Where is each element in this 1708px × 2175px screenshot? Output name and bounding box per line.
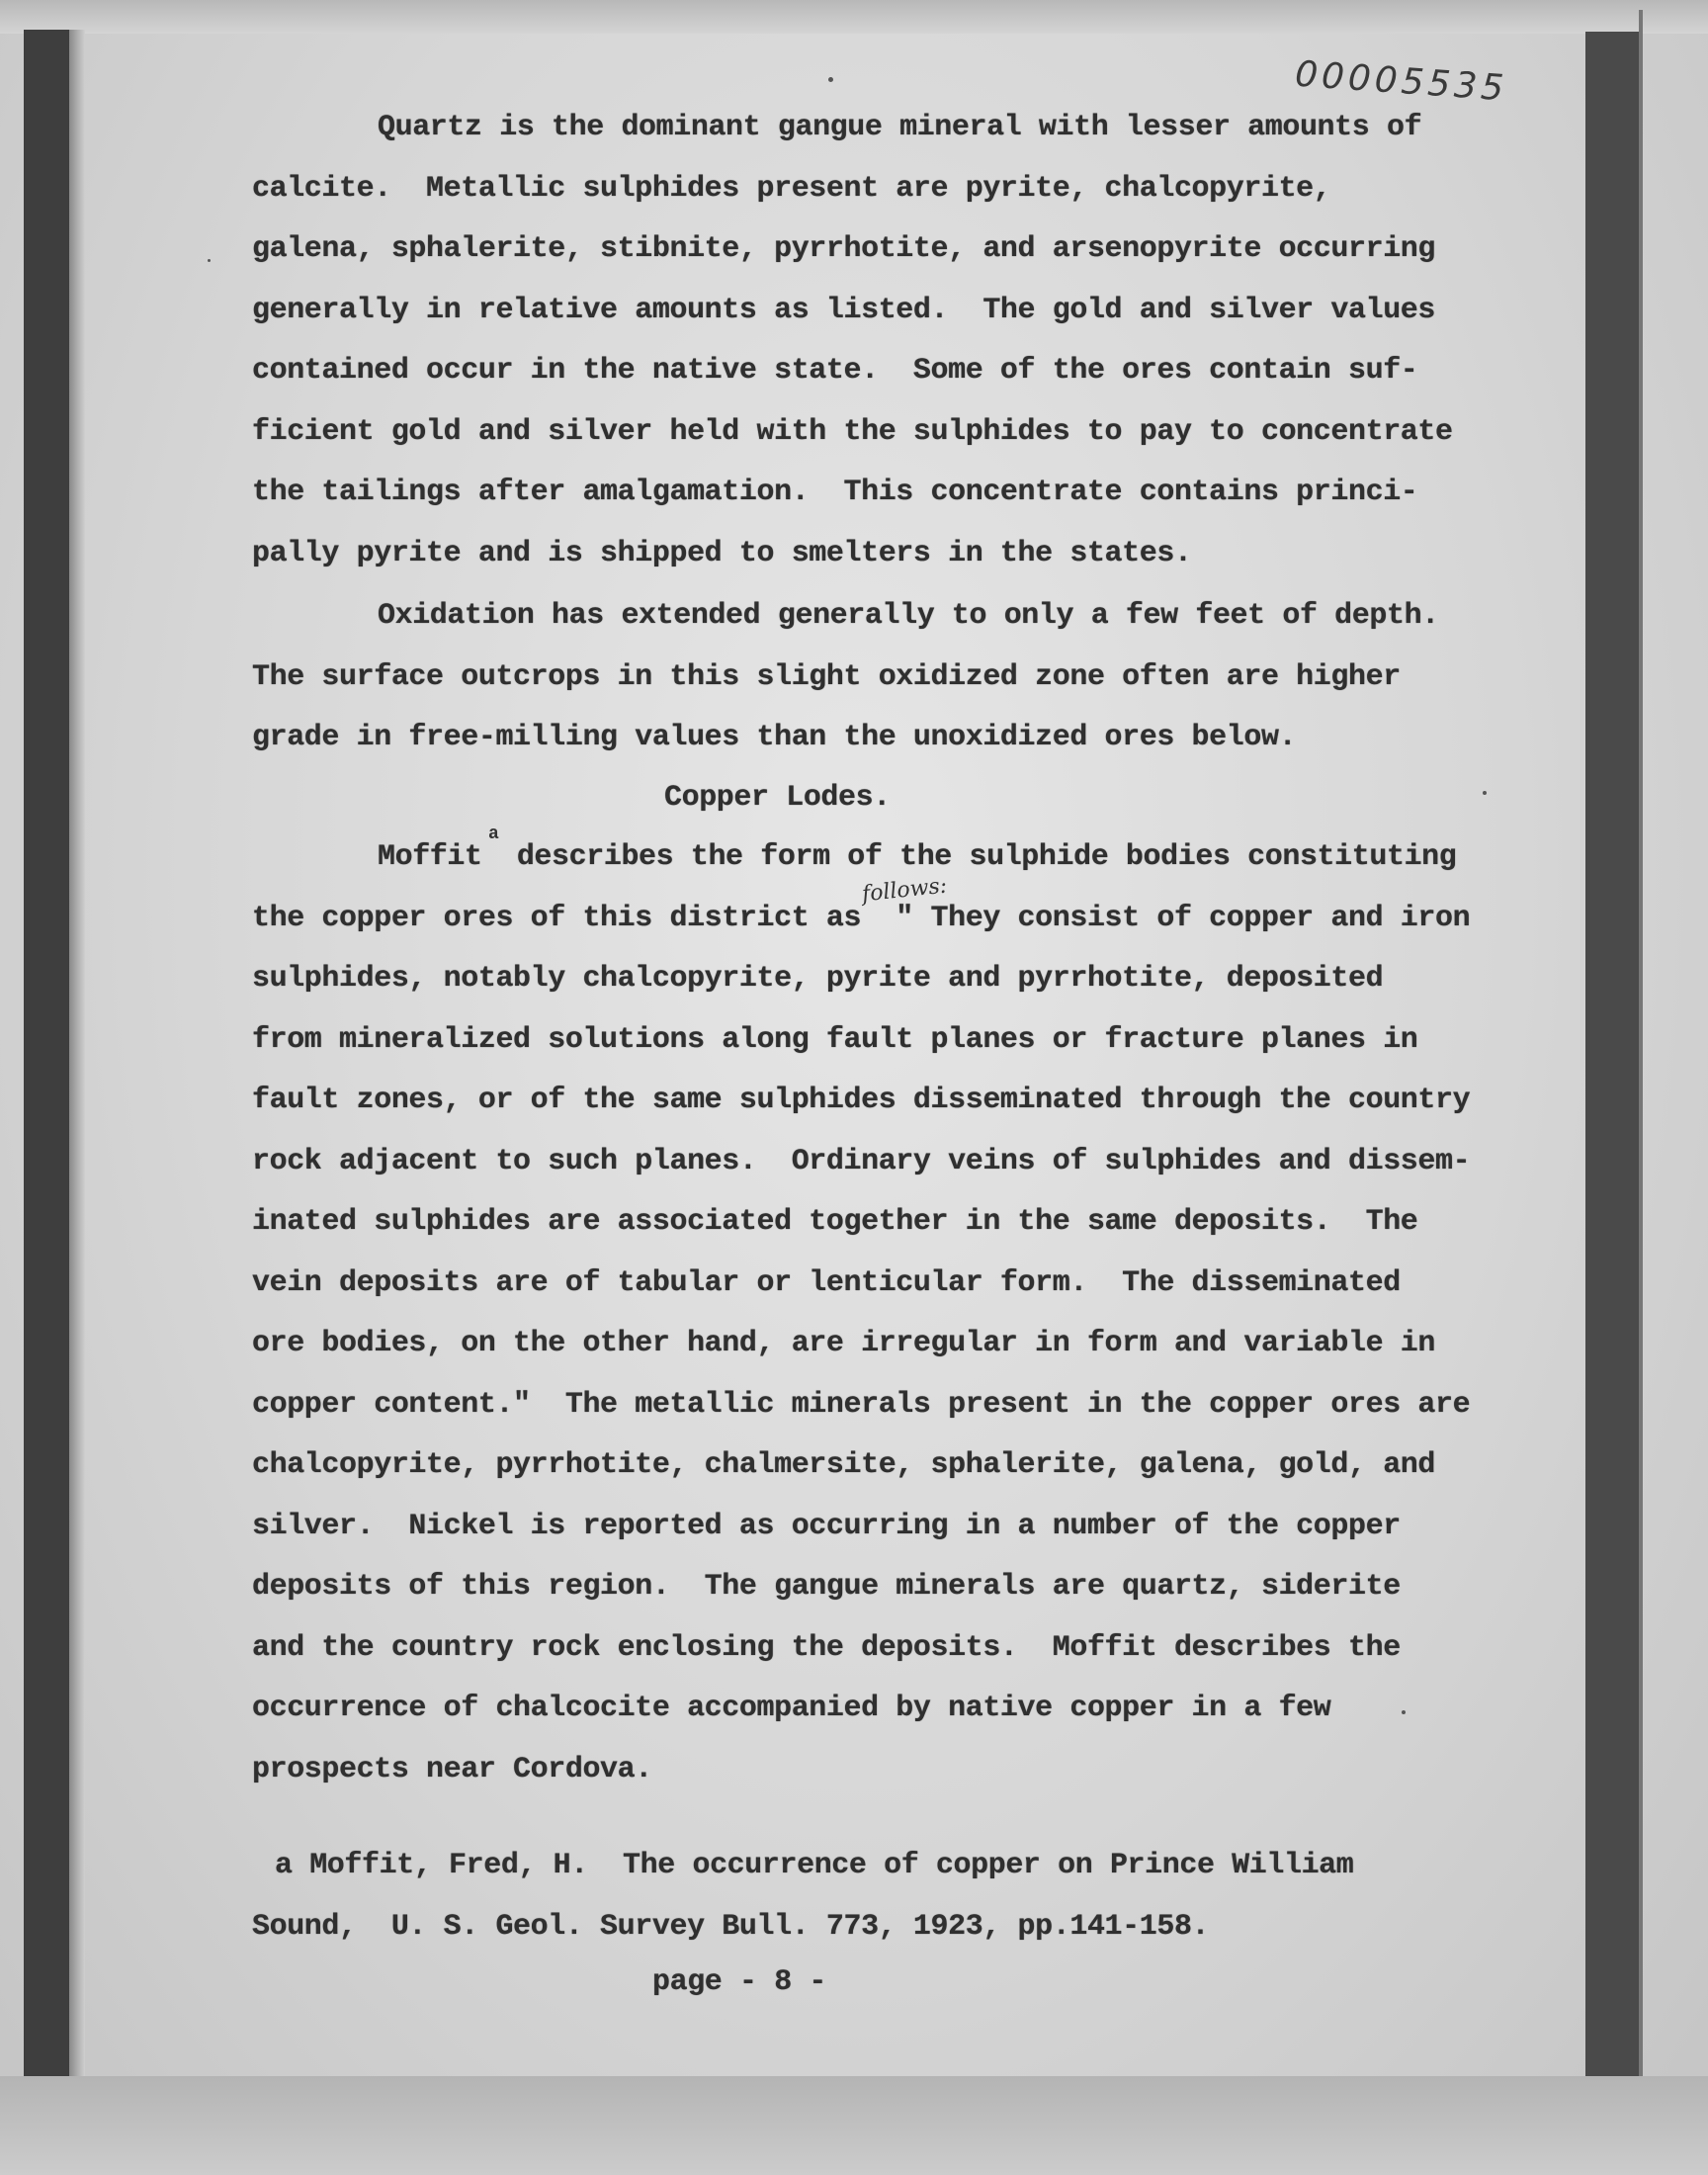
section-heading: Copper Lodes. bbox=[664, 781, 891, 815]
scan-speck bbox=[1483, 791, 1487, 795]
scan-speck bbox=[828, 77, 833, 82]
scan-speck bbox=[208, 259, 211, 262]
text-line: ore bodies, on the other hand, are irregular in form and variable in bbox=[252, 1327, 1435, 1360]
scan-left-shadow bbox=[69, 30, 85, 2076]
text-line: prospects near Cordova. bbox=[252, 1752, 652, 1786]
text-line: rock adjacent to such planes. Ordinary veins of sulphides and dissem- bbox=[252, 1144, 1471, 1178]
page-number: page - 8 - bbox=[652, 1965, 827, 1999]
text-line: the tailings after amalgamation. This concentrate contains princi- bbox=[252, 476, 1418, 509]
text-line: The surface outcrops in this slight oxidized zone often are higher bbox=[252, 659, 1401, 694]
text-line: deposits of this region. The gangue minerals are quartz, siderite bbox=[252, 1570, 1401, 1604]
text-line: generally in relative amounts as listed. The gold and silver values bbox=[252, 293, 1435, 327]
text-line: sulphides, notably chalcopyrite, pyrite and pyrrhotite, deposited bbox=[252, 962, 1384, 996]
text-line: silver. Nickel is reported as occurring in a number of the copper bbox=[252, 1509, 1401, 1543]
handwritten-annotation: follows: bbox=[860, 873, 949, 908]
document-number-stamp: 00005535 bbox=[1293, 53, 1509, 110]
text-line: vein deposits are of tabular or lenticular form. The disseminated bbox=[252, 1265, 1401, 1300]
scan-bottom-margin bbox=[0, 2076, 1708, 2175]
text-line: the copper ores of this district as " They consist of copper and iron bbox=[252, 901, 1471, 935]
scan-left-border bbox=[24, 30, 69, 2076]
footnote-marker: a bbox=[488, 825, 499, 844]
text-line: pally pyrite and is shipped to smelters in the states. bbox=[252, 536, 1192, 570]
text-line: Moffit describes the form of the sulphide bodies constituting bbox=[378, 840, 1457, 874]
text-line: chalcopyrite, pyrrhotite, chalmersite, sphalerite, galena, gold, and bbox=[252, 1448, 1435, 1482]
scan-top-margin bbox=[0, 0, 1708, 34]
text-line: from mineralized solutions along fault planes or fracture planes in bbox=[252, 1022, 1418, 1057]
text-line: a Moffit, Fred, H. The occurrence of copper on Prince William bbox=[275, 1849, 1354, 1882]
text-line: grade in free-milling values than the unoxidized ores below. bbox=[252, 721, 1297, 754]
scan-right-edge bbox=[1639, 10, 1643, 2076]
text-line: galena, sphalerite, stibnite, pyrrhotite, and arsenopyrite occurring bbox=[252, 232, 1435, 266]
text-line: calcite. Metallic sulphides present are pyrite, chalcopyrite, bbox=[252, 171, 1331, 206]
text-line: Quartz is the dominant gangue mineral with lesser amounts of bbox=[378, 111, 1422, 144]
text-line: occurrence of chalcocite accompanied by native copper in a few bbox=[252, 1692, 1331, 1725]
text-line: contained occur in the native state. Some of the ores contain suf- bbox=[252, 354, 1418, 388]
scan-right-border bbox=[1585, 32, 1639, 2076]
text-line: Sound, U. S. Geol. Survey Bull. 773, 1923, pp.141-158. bbox=[252, 1909, 1210, 1944]
text-line: ficient gold and silver held with the sulphides to pay to concentrate bbox=[252, 414, 1453, 449]
text-line: fault zones, or of the same sulphides disseminated through the country bbox=[252, 1084, 1471, 1117]
text-line: copper content." The metallic minerals present in the copper ores are bbox=[252, 1387, 1471, 1422]
text-line: inated sulphides are associated together in the same deposits. The bbox=[252, 1205, 1418, 1239]
text-line: and the country rock enclosing the deposits. Moffit describes the bbox=[252, 1630, 1401, 1665]
text-line: Oxidation has extended generally to only a few feet of depth. bbox=[378, 599, 1439, 633]
scan-speck bbox=[1402, 1710, 1406, 1714]
